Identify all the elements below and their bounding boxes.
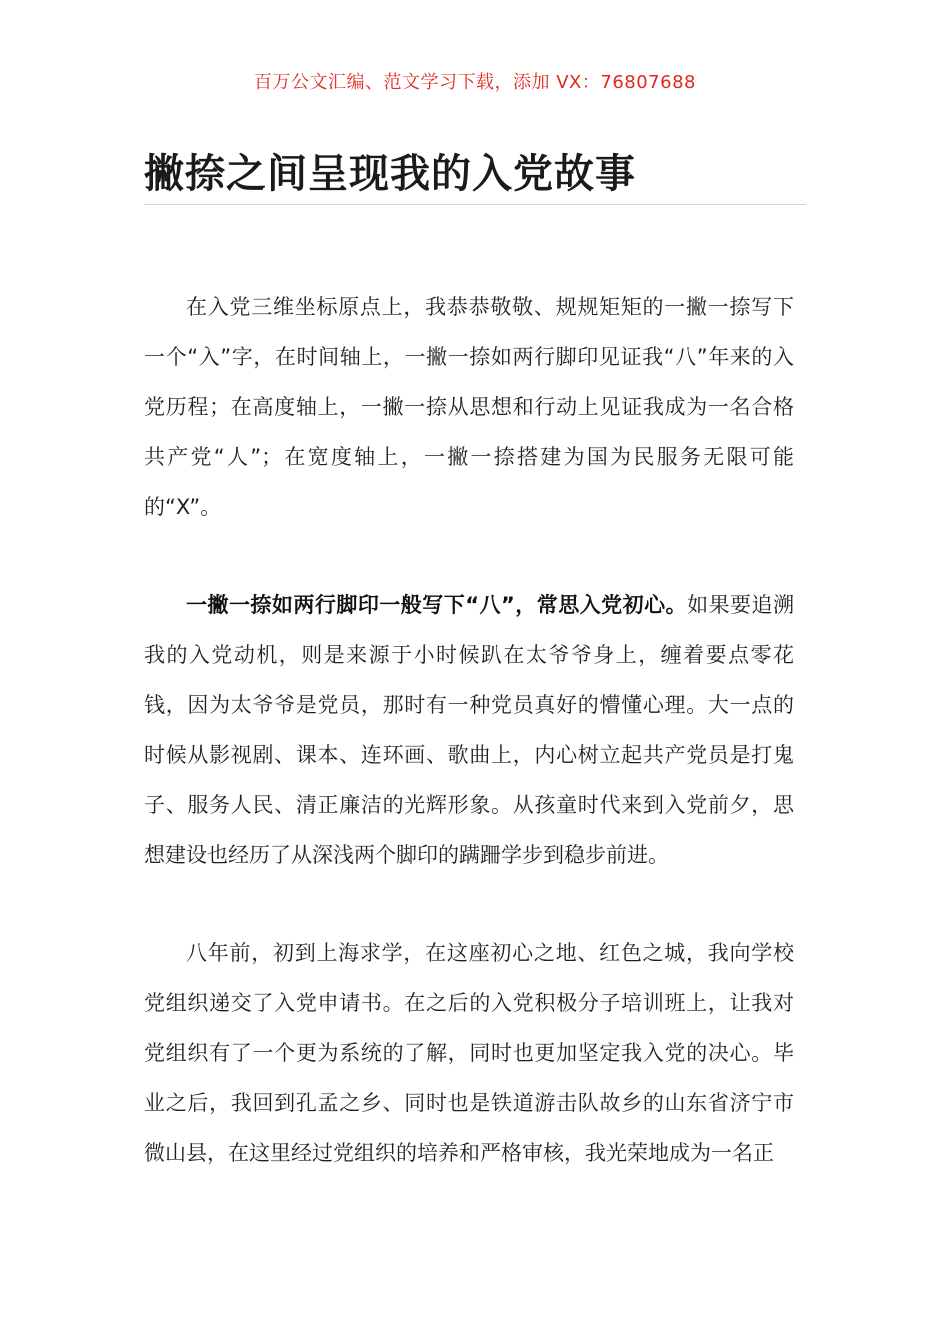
paragraph-2-lead: 一撇一捺如两行脚印一般写下“八”，常思入党初心。 [186, 593, 688, 617]
promo-banner: 百万公文汇编、范文学习下载，添加 VX：76807688 [254, 72, 696, 93]
paragraph-2-text: 如果要追溯我的入党动机，则是来源于小时候趴在太爷爷身上，缠着要点零花钱，因为太爷爷是党员，那时有一种党员真好的懵懂心理。大一点的时候从影视剧、课本、连环画、歌曲上，内心树立起共产党员是打鬼子、服务人民、清正廉洁的光辉形象。从孩童时代来到入党前夕，思想建设也经历了从深浅两个脚印的蹒跚学步到稳步前进。 [144, 593, 795, 867]
paragraph-3-text: 八年前，初到上海求学，在这座初心之地、红色之城，我向学校党组织递交了入党申请书。在之后的入党积极分子培训班上，让我对党组织有了一个更为系统的了解，同时也更加坚定我入党的决心。毕业之后，我回到孔孟之乡、同时也是铁道游击队故乡的山东省济宁市微山县，在这里经过党组织的培养和严格审核，我光荣地成为一名正 [144, 941, 794, 1165]
page-title: 撇捺之间呈现我的入党故事 [144, 151, 636, 197]
paragraph-3 [144, 928, 794, 1178]
document-body [144, 282, 794, 1226]
paragraph-2 [144, 580, 794, 880]
title-block [144, 148, 806, 205]
paragraph-1-text: 在入党三维坐标原点上，我恭恭敬敬、规规矩矩的一撇一捺写下一个“入”字，在时间轴上，一撇一捺如两行脚印见证我“八”年来的入党历程；在高度轴上，一撇一捺从思想和行动上见证我成为一名合格共产党“人”；在宽度轴上，一撇一捺搭建为国为民服务无限可能的“X”。 [144, 295, 794, 519]
paragraph-1 [144, 282, 794, 532]
